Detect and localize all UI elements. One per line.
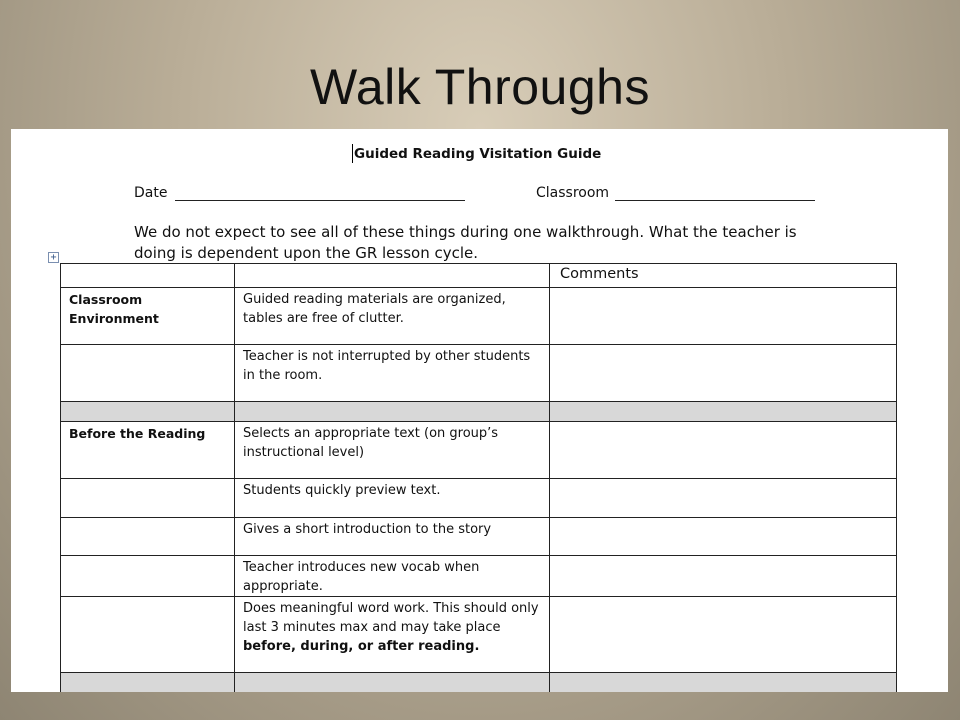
slide-title: Walk Throughs: [310, 59, 650, 115]
table-cell: [235, 264, 550, 288]
category-cell: [61, 518, 235, 556]
table-row: [61, 422, 897, 479]
category-cell: [61, 345, 235, 402]
table-cell: [61, 264, 235, 288]
table-cell: [61, 673, 235, 693]
table-header-row: [61, 264, 897, 288]
table-cell: [235, 402, 550, 422]
move-cross-icon[interactable]: +: [48, 252, 59, 263]
comment-cell[interactable]: [550, 518, 897, 556]
category-cell: [61, 556, 235, 597]
comment-cell[interactable]: [550, 597, 897, 673]
table-row: [61, 288, 897, 345]
item-cell: Students quickly preview text.: [235, 479, 550, 518]
table-row: [61, 518, 897, 556]
comment-cell[interactable]: [550, 345, 897, 402]
date-line: [175, 200, 465, 201]
item-cell: Gives a short introduction to the story: [235, 518, 550, 556]
document-page: [11, 129, 948, 692]
classroom-label: Classroom: [536, 185, 610, 201]
category-cell: Before the Reading: [61, 422, 235, 479]
table-cell: [550, 402, 897, 422]
visitation-table: [60, 263, 897, 692]
comment-cell[interactable]: [550, 288, 897, 345]
intro-paragraph: We do not expect to see all of these things during one walkthrough. What the teacher is doing is dependent upon the GR lesson cycle.: [134, 223, 797, 262]
date-label: Date: [134, 185, 168, 201]
text-cursor: [352, 144, 353, 163]
table-cell: [61, 402, 235, 422]
comments-header: Comments: [550, 264, 897, 288]
item-cell: Selects an appropriate text (on group’s instructional level): [235, 422, 550, 479]
item-cell: Guided reading materials are organized, tables are free of clutter.: [235, 288, 550, 345]
table-cell: [235, 673, 550, 693]
classroom-line: [615, 200, 815, 201]
item-cell: [235, 597, 550, 673]
category-cell: [61, 597, 235, 673]
table-separator-row: [61, 673, 897, 693]
table-row: [61, 479, 897, 518]
document-title: Guided Reading Visitation Guide: [354, 146, 602, 162]
table-separator-row: [61, 402, 897, 422]
item-emphasis: before, during, or after reading.: [243, 639, 480, 654]
comment-cell[interactable]: [550, 422, 897, 479]
comment-cell[interactable]: [550, 556, 897, 597]
table-row: [61, 556, 897, 597]
table-row: [61, 597, 897, 673]
table-cell: [550, 673, 897, 693]
item-cell: Teacher introduces new vocab when appropriate.: [235, 556, 550, 597]
item-cell: Teacher is not interrupted by other students in the room.: [235, 345, 550, 402]
category-cell: Classroom Environment: [61, 288, 235, 345]
comment-cell[interactable]: [550, 479, 897, 518]
category-cell: [61, 479, 235, 518]
item-text: Does meaningful word work. This should only last 3 minutes max and may take place: [243, 601, 539, 635]
table-row: [61, 345, 897, 402]
